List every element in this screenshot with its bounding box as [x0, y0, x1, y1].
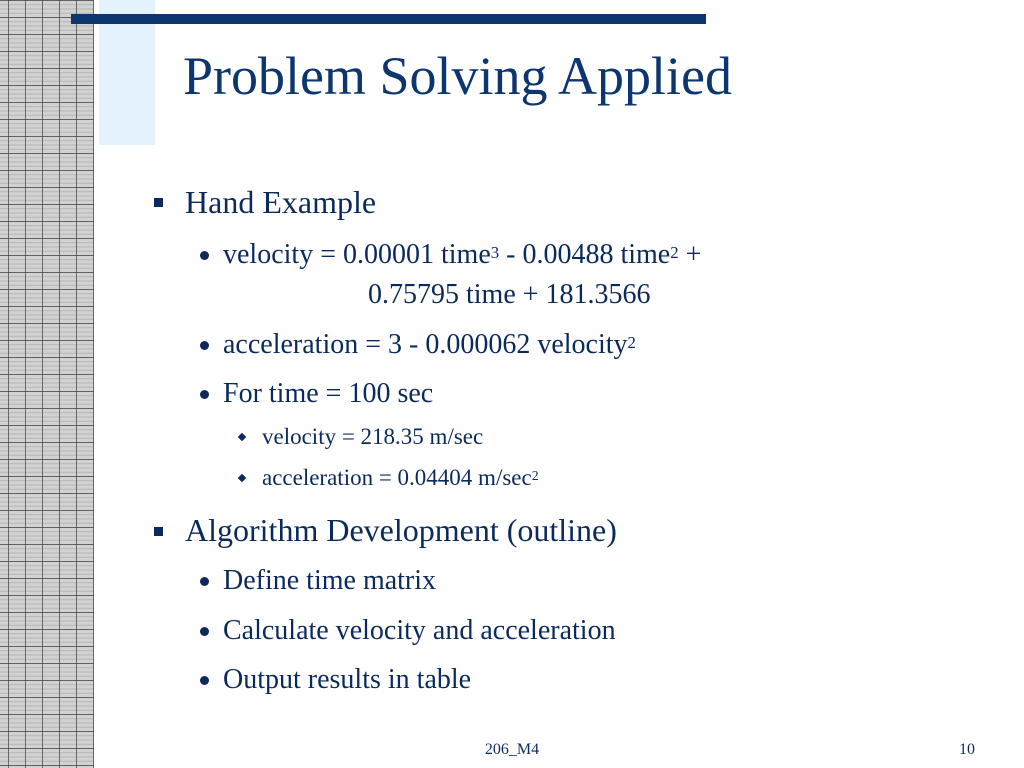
dot-bullet-icon [200, 390, 209, 399]
text: velocity = 0.00001 time [223, 239, 491, 270]
diamond-bullet-icon [238, 474, 246, 482]
exponent: 2 [627, 333, 636, 352]
square-bullet-icon [154, 527, 163, 536]
bullet-algorithm: Algorithm Development (outline) [185, 512, 617, 548]
square-bullet-icon [154, 198, 163, 207]
text: acceleration = 0.04404 m/sec [262, 465, 532, 490]
bullet-algo-item: Output results in table [223, 664, 472, 695]
text: + [678, 239, 702, 270]
dot-bullet-icon [200, 341, 209, 350]
bullet-hand-example: Hand Example [185, 184, 377, 220]
dot-bullet-icon [200, 676, 209, 685]
velocity-equation-continuation: 0.75795 time + 181.3566 [368, 279, 651, 310]
exponent: 2 [531, 468, 539, 483]
bullet-algo-item: Calculate velocity and acceleration [223, 615, 616, 646]
bullet-velocity-equation [223, 238, 701, 272]
bullet-for-time: For time = 100 sec [223, 378, 434, 409]
diamond-bullet-icon [238, 433, 246, 441]
page-number: 10 [959, 741, 975, 758]
bullet-acceleration-equation [223, 328, 636, 362]
dot-bullet-icon [200, 577, 209, 586]
bullet-algo-item: Define time matrix [223, 565, 437, 596]
slide-title: Problem Solving Applied [183, 46, 733, 106]
dot-bullet-icon [200, 627, 209, 636]
exponent: 2 [670, 243, 679, 262]
grid-decoration [0, 0, 94, 768]
text: acceleration = 3 - 0.000062 velocity [223, 329, 628, 360]
footer-label: 206_M4 [484, 741, 540, 758]
bullet-velocity-value: velocity = 218.35 m/sec [262, 424, 484, 449]
bullet-acceleration-value [262, 464, 539, 492]
dot-bullet-icon [200, 251, 209, 260]
exponent: 3 [490, 243, 500, 262]
title-bar-decoration [71, 14, 706, 24]
text: - 0.00488 time [499, 239, 671, 270]
